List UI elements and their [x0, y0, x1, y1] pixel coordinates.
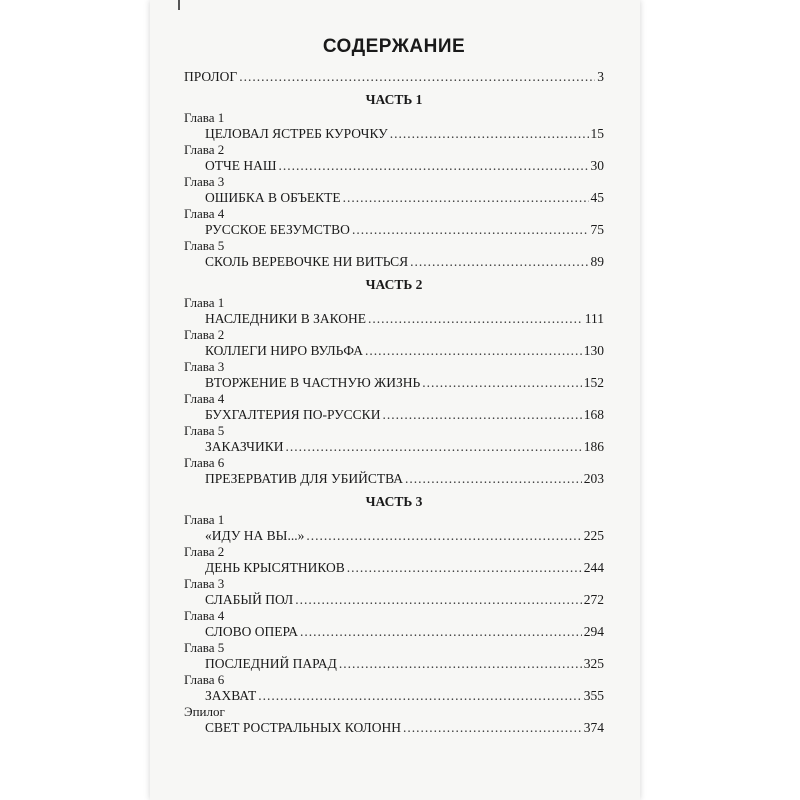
chapter-number: Глава 5	[184, 423, 225, 438]
chapter-title: БУХГАЛТЕРИЯ ПО-РУССКИ	[205, 407, 381, 422]
chapter-number: Глава 5	[184, 640, 225, 655]
dot-leader	[258, 687, 582, 704]
chapter-title: ОШИБКА В ОБЪЕКТЕ	[205, 190, 341, 205]
toc-entry	[184, 310, 604, 327]
table-of-contents	[184, 36, 604, 736]
chapter-number: Глава 2	[184, 142, 225, 157]
chapter-number: Глава 6	[184, 455, 225, 470]
toc-entry	[184, 374, 604, 391]
chapter-page: 152	[583, 375, 604, 390]
dot-leader	[339, 655, 582, 672]
part-heading: ЧАСТЬ 2	[365, 277, 423, 292]
chapter-page: 30	[590, 158, 604, 173]
toc-entry	[184, 253, 604, 270]
dot-leader	[347, 559, 582, 576]
toc-entry	[184, 559, 604, 576]
toc-entry	[184, 527, 604, 544]
chapter-number: Глава 3	[184, 576, 225, 591]
toc-entry	[184, 623, 604, 640]
chapter-title: НАСЛЕДНИКИ В ЗАКОНЕ	[205, 311, 367, 326]
chapter-title: ЗАКАЗЧИКИ	[205, 439, 284, 454]
dot-leader	[352, 221, 589, 238]
chapter-page: 89	[590, 254, 604, 269]
dot-leader	[365, 342, 582, 359]
chapter-page: 325	[583, 656, 604, 671]
chapter-title: ЗАХВАТ	[205, 688, 257, 703]
chapter-title: «ИДУ НА ВЫ...»	[205, 528, 305, 543]
dot-leader	[279, 157, 589, 174]
chapter-page: 130	[583, 343, 604, 358]
dot-leader	[306, 527, 581, 544]
chapter-page: 111	[584, 311, 604, 326]
chapter-page: 15	[590, 126, 604, 141]
toc-title: СОДЕРЖАНИЕ	[322, 36, 466, 57]
chapter-number: Глава 2	[184, 544, 225, 559]
part-heading: ЧАСТЬ 1	[365, 92, 423, 107]
chapter-number: Глава 3	[184, 174, 225, 189]
prologue-label: ПРОЛОГ	[184, 69, 238, 84]
toc-entry	[184, 189, 604, 206]
dot-leader	[239, 68, 595, 85]
dot-leader	[390, 125, 589, 142]
chapter-page: 244	[583, 560, 604, 575]
epilogue-page: 374	[583, 720, 604, 735]
dot-leader	[285, 438, 581, 455]
dot-leader	[410, 253, 588, 270]
toc-entry	[184, 342, 604, 359]
chapter-page: 203	[583, 471, 604, 486]
dot-leader	[300, 623, 582, 640]
chapter-title: СЛАБЫЙ ПОЛ	[205, 592, 294, 607]
chapter-title: СКОЛЬ ВЕРЕВОЧКЕ НИ ВИТЬСЯ	[205, 254, 409, 269]
toc-entry	[184, 438, 604, 455]
crop-mark	[178, 0, 180, 10]
toc-epilogue	[184, 719, 604, 736]
chapter-number: Глава 3	[184, 359, 225, 374]
dot-leader	[382, 406, 581, 423]
epilogue-title: СВЕТ РОСТРАЛЬНЫХ КОЛОНН	[205, 720, 401, 735]
chapter-number: Глава 2	[184, 327, 225, 342]
toc-prologue	[184, 68, 604, 85]
book-page	[150, 0, 640, 800]
chapter-page: 225	[583, 528, 604, 543]
toc-entry	[184, 687, 604, 704]
chapter-page: 355	[583, 688, 604, 703]
chapter-page: 45	[590, 190, 604, 205]
chapter-number: Глава 4	[184, 608, 225, 623]
toc-entry	[184, 157, 604, 174]
toc-entry	[184, 125, 604, 142]
chapter-title: КОЛЛЕГИ НИРО ВУЛЬФА	[205, 343, 363, 358]
chapter-number: Глава 4	[184, 391, 225, 406]
chapter-number: Глава 6	[184, 672, 225, 687]
toc-entry	[184, 470, 604, 487]
chapter-title: ДЕНЬ КРЫСЯТНИКОВ	[205, 560, 345, 575]
chapter-title: ОТЧЕ НАШ	[205, 158, 277, 173]
toc-entry	[184, 655, 604, 672]
dot-leader	[295, 591, 582, 608]
chapter-page: 168	[583, 407, 604, 422]
chapter-title: РУССКОЕ БЕЗУМСТВО	[205, 222, 350, 237]
chapter-number: Глава 4	[184, 206, 225, 221]
chapter-title: ПРЕЗЕРВАТИВ ДЛЯ УБИЙСТВА	[205, 471, 403, 486]
chapter-page: 75	[590, 222, 604, 237]
part-heading: ЧАСТЬ 3	[365, 494, 423, 509]
chapter-number: Глава 5	[184, 238, 225, 253]
chapter-page: 294	[583, 624, 604, 639]
chapter-page: 186	[583, 439, 604, 454]
epilogue-chapter: Эпилог	[184, 704, 225, 719]
chapter-title: ЦЕЛОВАЛ ЯСТРЕБ КУРОЧКУ	[205, 126, 388, 141]
chapter-number: Глава 1	[184, 512, 225, 527]
chapter-page: 272	[583, 592, 604, 607]
dot-leader	[403, 719, 582, 736]
toc-entry	[184, 406, 604, 423]
toc-parts	[184, 91, 604, 704]
chapter-number: Глава 1	[184, 110, 225, 125]
chapter-title: ВТОРЖЕНИЕ В ЧАСТНУЮ ЖИЗНЬ	[205, 375, 421, 390]
dot-leader	[343, 189, 589, 206]
dot-leader	[422, 374, 581, 391]
chapter-title: ПОСЛЕДНИЙ ПАРАД	[205, 656, 337, 671]
dot-leader	[405, 470, 582, 487]
toc-entry	[184, 221, 604, 238]
toc-entry	[184, 591, 604, 608]
dot-leader	[368, 310, 583, 327]
chapter-title: СЛОВО ОПЕРА	[205, 624, 298, 639]
chapter-number: Глава 1	[184, 295, 225, 310]
prologue-page: 3	[597, 69, 604, 84]
